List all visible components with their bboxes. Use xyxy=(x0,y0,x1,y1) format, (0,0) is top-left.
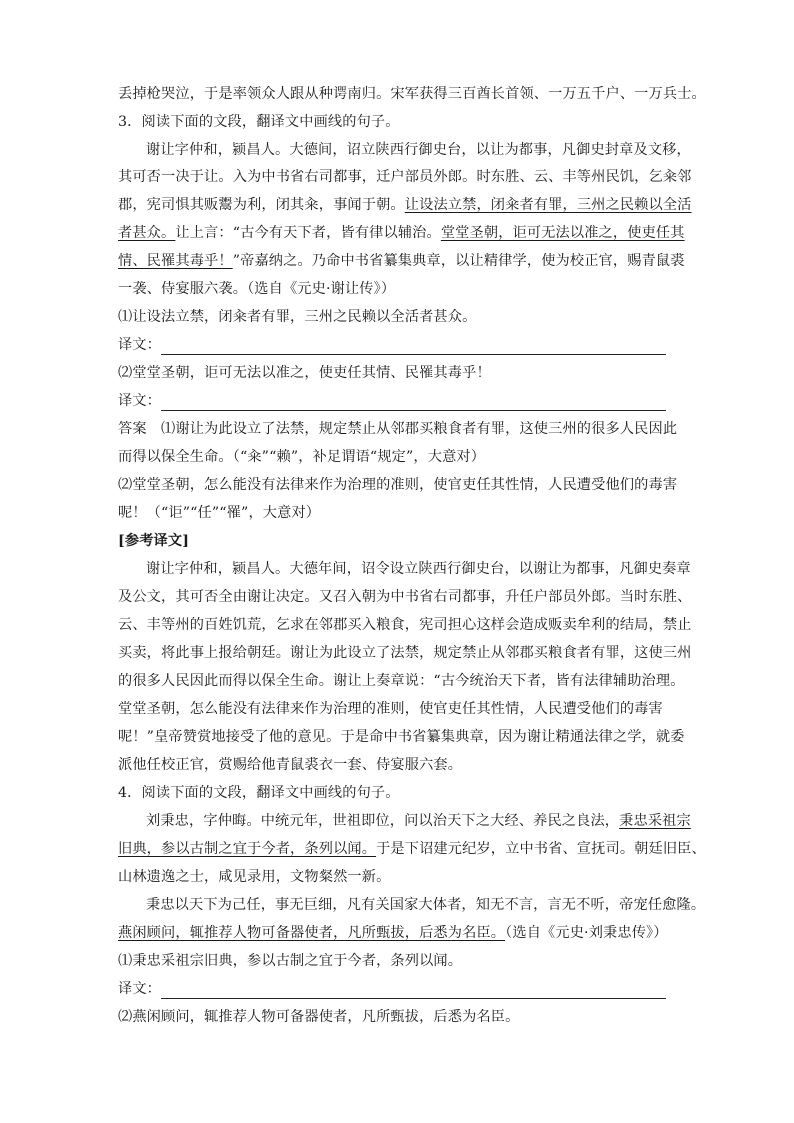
text-line xyxy=(118,84,706,104)
text-line xyxy=(118,979,161,999)
text-span: ⑵堂堂圣朝，怎么能没有法律来作为治理的准则，使官吏任其性情，人民遭受他们的毒害 xyxy=(118,477,678,493)
text-line xyxy=(118,867,390,887)
underlined-text: 者甚众。 xyxy=(118,225,176,241)
answer-blank-line xyxy=(161,998,666,999)
text-line xyxy=(146,559,691,579)
text-span: 秉忠以天下为己任，事无巨细，凡有关国家大体者，知无不言，言无不听，帝宠任愈隆。 xyxy=(146,897,706,913)
text-line xyxy=(118,391,161,411)
text-line xyxy=(118,279,395,299)
text-line xyxy=(118,839,706,859)
text-span: 于是下诏建元纪岁，立中书省、宣抚司。朝廷旧臣、 xyxy=(376,841,706,857)
text-span: 译文： xyxy=(118,393,162,409)
text-line xyxy=(118,167,692,187)
text-span: 3．阅读下面的文段，翻译文中画线的句子。 xyxy=(118,114,400,130)
text-span: ⑵堂堂圣朝，讵可无法以准之，使吏任其情、民罹其毒乎！ xyxy=(118,365,491,381)
text-line xyxy=(118,475,677,495)
text-line xyxy=(118,727,685,747)
text-span: 派他任校正官，赏赐给他青鼠裘衣一套、侍宴服六套。 xyxy=(118,757,463,773)
text-line xyxy=(118,643,692,663)
text-line xyxy=(146,811,691,831)
text-line xyxy=(118,531,189,551)
text-line xyxy=(118,363,491,383)
text-span: ⑵燕闲顾问，辄推荐人物可备器使者，凡所甄拔，后悉为名臣。 xyxy=(118,1009,520,1025)
text-line xyxy=(118,951,462,971)
text-span: ”帝嘉纳之。乃命中书省纂集典章，以让精律学，使为校正官，赐青鼠裘 xyxy=(232,253,685,269)
text-span: ⑴秉忠采祖宗旧典，参以古制之宜于今者，条列以闻。 xyxy=(118,953,463,969)
text-line xyxy=(118,251,685,271)
text-span: 译文： xyxy=(118,981,162,997)
text-span: 谢让字仲和，颍昌人。大德年间，诏令设立陕西行御史台，以谢让为都事，凡御史奏章 xyxy=(146,561,691,577)
text-span: ⑴让设法立禁，闭籴者有罪，三州之民赖以全活者甚众。 xyxy=(118,309,477,325)
text-span: 丢掉枪哭泣，于是率领众人跟从种谔南归。宋军获得三百酋长首领、一万五千户、一万兵士。 xyxy=(118,86,706,102)
text-span: 郡，宪司惧其贩鬻为利，闭其籴，事闻于朝。 xyxy=(118,197,405,213)
text-span: 刘秉忠，字仲晦。中统元年，世祖即位，问以治天下之大经、养民之良法， xyxy=(146,813,620,829)
section-heading: [参考译文] xyxy=(118,533,190,549)
underlined-text: 让设法立禁，闭籴者有罪，三州之民赖以全活 xyxy=(404,197,692,213)
text-line xyxy=(118,419,677,439)
text-span: 译文： xyxy=(118,337,162,353)
text-line xyxy=(118,615,692,635)
text-span: 4．阅读下面的文段，翻译文中画线的句子。 xyxy=(118,785,400,801)
answer-blank-line xyxy=(161,354,666,355)
text-line xyxy=(118,699,663,719)
text-span: 其可否一决于让。入为中书省右司都事，迁户部员外郎。时东胜、云、丰等州民饥，乞籴邻 xyxy=(118,169,692,185)
text-line xyxy=(118,783,400,803)
text-span: 答案 ⑴谢让为此设立了法禁，规定禁止从邻郡买粮食者有罪，这使三州的很多人民因此 xyxy=(118,421,678,437)
text-span: 呢！”皇帝赞赏地接受了他的意见。于是命中书省纂集典章，因为谢让精通法律之学，就委 xyxy=(118,729,685,745)
text-line xyxy=(118,335,161,355)
underlined-text: 旧典，参以古制之宜于今者，条列以闻。 xyxy=(118,841,377,857)
text-span: 云、丰等州的百姓饥荒，乞求在邻郡买入粮食，宪司担心这样会造成贩卖牟利的结局，禁止 xyxy=(118,617,692,633)
answer-blank-line xyxy=(161,410,666,411)
text-line xyxy=(118,307,476,327)
text-line xyxy=(118,503,320,523)
text-span: 一袭、侍宴服六袭。（选自《元史·谢让传》） xyxy=(118,281,396,297)
text-line xyxy=(146,140,691,160)
text-line xyxy=(118,587,692,607)
text-line xyxy=(118,671,685,691)
text-line xyxy=(118,755,462,775)
text-line xyxy=(118,223,685,243)
text-span: 谢让字仲和，颍昌人。大德间，诏立陕西行御史台，以让为都事，凡御史封章及文移， xyxy=(146,142,691,158)
underlined-text: 燕闲顾问，辄推荐人物可备器使者，凡所甄拔，后悉为名臣。 xyxy=(118,925,506,941)
text-span: （选自《元史·刘秉忠传》） xyxy=(505,925,668,941)
underlined-text: 堂堂圣朝，讵可无法以准之，使吏任其 xyxy=(440,225,685,241)
text-span: 山林遗逸之士，咸见录用，文物粲然一新。 xyxy=(118,869,391,885)
text-span: 的很多人民因此而得以保全生命。谢让上奏章说：“古今统治天下者，皆有法律辅助治理。 xyxy=(118,673,685,689)
text-line xyxy=(118,112,400,132)
text-line xyxy=(146,895,705,915)
text-line xyxy=(118,447,485,467)
text-line xyxy=(118,923,668,943)
text-span: 而得以保全生命。（“籴”“赖”，补足谓语“规定”，大意对） xyxy=(118,449,486,465)
text-line xyxy=(118,195,692,215)
underlined-text: 秉忠采祖宗 xyxy=(619,813,691,829)
text-span: 让上言：“古今有天下者，皆有律以辅治。 xyxy=(175,225,441,241)
text-span: 及公文，其可否全由谢让决定。又召入朝为中书省右司都事，升任户部员外郎。当时东胜、 xyxy=(118,589,692,605)
text-line xyxy=(118,1007,519,1027)
text-span: 呢！（“讵”“任”“罹”，大意对） xyxy=(118,505,321,521)
underlined-text: 情、民罹其毒乎！ xyxy=(118,253,233,269)
text-span: 堂堂圣朝，怎么能没有法律来作为治理的准则，使官吏任其性情，人民遭受他们的毒害 xyxy=(118,701,663,717)
text-span: 买卖，将此事上报给朝廷。谢让为此设立了法禁，规定禁止从邻郡买粮食者有罪，这使三州 xyxy=(118,645,692,661)
